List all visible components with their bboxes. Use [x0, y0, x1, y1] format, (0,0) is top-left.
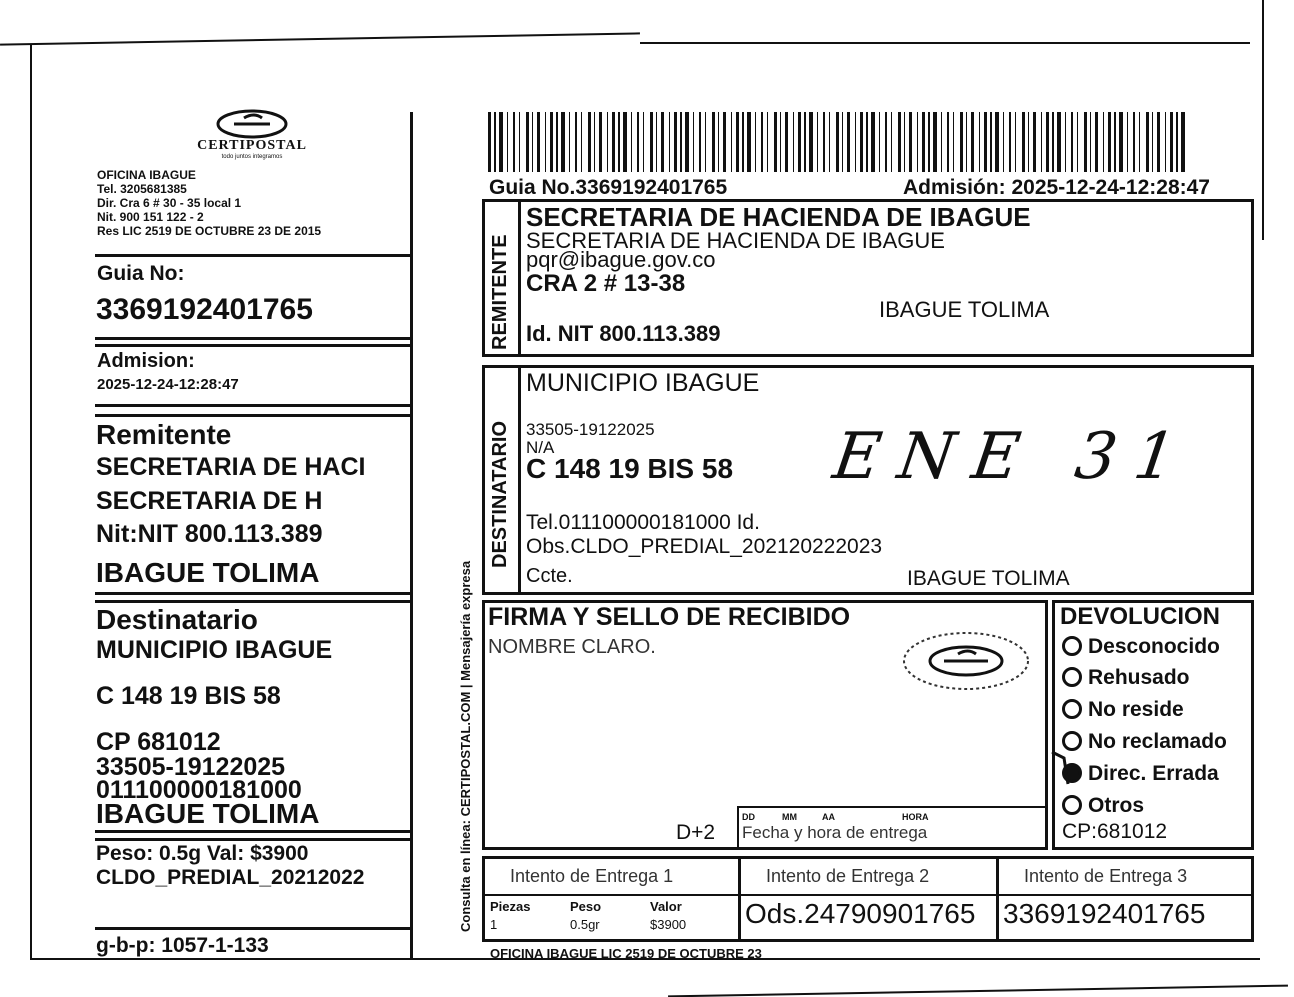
stub-rule-9	[95, 838, 413, 841]
remitente-email: pqr@ibague.gov.co	[526, 247, 716, 272]
barcode-bar	[1139, 112, 1140, 172]
barcode-bar	[922, 112, 925, 172]
devolucion-title: DEVOLUCION	[1060, 603, 1221, 630]
destinatario-ccte: Ccte.	[526, 565, 573, 587]
barcode-bar	[960, 112, 963, 172]
office-nit: Nit. 900 151 122 - 2	[97, 210, 204, 224]
stub-peso-val: Peso: 0.5g Val: $3900	[96, 842, 309, 865]
barcode-bar	[499, 112, 503, 172]
remitente-address: CRA 2 # 13-38	[526, 270, 686, 297]
stub-destinatario-tel: 011100000181000	[96, 776, 302, 804]
stub-rule-2	[95, 337, 413, 340]
devolucion-option-desconocido[interactable]: Desconocido	[1062, 635, 1220, 659]
stub-rule-1	[95, 254, 413, 257]
barcode-bar	[767, 112, 768, 172]
barcode-bar	[723, 112, 726, 172]
radio-icon	[1062, 699, 1082, 719]
barcode-bar	[556, 112, 558, 172]
office-name: OFICINA IBAGUE	[97, 168, 196, 182]
barcode-bar	[1095, 112, 1098, 172]
barcode-bar	[1090, 112, 1091, 172]
barcode-bar	[798, 112, 801, 172]
stub-admision-label: Admision:	[97, 350, 195, 372]
barcode-bar	[623, 112, 627, 172]
peso-label: Peso	[570, 899, 602, 914]
office-res: Res LIC 2519 DE OCTUBRE 23 DE 2015	[97, 224, 322, 238]
stub-remitente-nit: Nit:NIT 800.113.389	[96, 520, 323, 548]
barcode-bar	[488, 112, 491, 172]
barcode-bar	[1181, 112, 1185, 172]
stub-rule-3	[95, 344, 413, 347]
office-tel: Tel. 3205681385	[97, 182, 187, 196]
barcode-bar	[1022, 112, 1025, 172]
barcode-bars	[488, 112, 1188, 172]
page-edge-bottom	[30, 958, 1260, 960]
stub-admision-value: 2025-12-24-12:28:47	[97, 376, 239, 393]
barcode-bar	[494, 112, 496, 172]
stub-remitente-city: IBAGUE TOLIMA	[96, 557, 320, 588]
intentos-divider-v1	[738, 856, 741, 942]
barcode-bar	[829, 112, 830, 172]
devolucion-cp: CP:681012	[1062, 820, 1168, 843]
barcode-bar	[637, 112, 639, 172]
destinatario-obs: Obs.CLDO_PREDIAL_202120222023	[526, 535, 883, 558]
barcode-bar	[891, 112, 892, 172]
fecha-head-hora: HORA	[902, 812, 929, 822]
page-edge-right	[1262, 0, 1264, 240]
barcode-bar	[526, 112, 529, 172]
stub-destinatario-cp: CP 681012	[96, 728, 221, 756]
peso-value: 0.5gr	[570, 917, 600, 932]
barcode-bar	[941, 112, 942, 172]
barcode-bar	[680, 112, 682, 172]
barcode-bar	[656, 112, 657, 172]
stub-destinatario-ref: 33505-19122025	[96, 753, 286, 781]
label-admision-line: Admisión: 2025-12-24-12:28:47	[903, 176, 1210, 199]
remitente-name1: SECRETARIA DE HACIENDA DE IBAGUE	[526, 202, 1031, 232]
intento-2: Intento de Entrega 2	[766, 866, 930, 886]
barcode-bar	[1170, 112, 1173, 172]
office-dir: Dir. Cra 6 # 30 - 35 local 1	[97, 196, 242, 210]
stamp-logo-icon	[900, 630, 1032, 692]
barcode-bar	[685, 112, 689, 172]
barcode-bar	[507, 112, 508, 172]
devolucion-option-otros[interactable]: Otros	[1062, 794, 1144, 818]
barcode	[488, 112, 1188, 172]
barcode-bar	[984, 112, 987, 172]
intento-3: Intento de Entrega 3	[1024, 866, 1188, 886]
side-vertical-text: Consulta en línea: CERTIPOSTAL.COM | Mensajería expresa	[458, 560, 473, 932]
barcode-bar	[761, 112, 763, 172]
barcode-bar	[933, 112, 937, 172]
barcode-bar	[1041, 112, 1042, 172]
barcode-bar	[1157, 112, 1160, 172]
destinatario-ref: 33505-19122025	[526, 420, 655, 439]
check-mark-icon	[1048, 748, 1078, 788]
barcode-bar	[1033, 112, 1036, 172]
barcode-bar	[674, 112, 677, 172]
barcode-bar	[1084, 112, 1087, 172]
barcode-bar	[742, 112, 744, 172]
barcode-bar	[1127, 112, 1128, 172]
barcode-bar	[1146, 112, 1149, 172]
stub-rule-6	[95, 592, 413, 595]
stub-destinatario-title: Destinatario	[96, 604, 258, 635]
destinatario-address: C 148 19 BIS 58	[526, 453, 734, 484]
barcode-bar	[693, 112, 694, 172]
page-edge-left	[30, 44, 32, 959]
barcode-bar	[612, 112, 615, 172]
intentos-divider-v2	[996, 856, 999, 942]
barcode-bar	[885, 112, 887, 172]
barcode-bar	[661, 112, 664, 172]
radio-icon	[1062, 667, 1082, 687]
barcode-bar	[1071, 112, 1073, 172]
barcode-bar	[1103, 112, 1104, 172]
barcode-bar	[804, 112, 806, 172]
fecha-label: Fecha y hora de entrega	[742, 823, 928, 842]
devolucion-option-no-reside[interactable]: No reside	[1062, 698, 1184, 722]
logo-tagline: todo juntos integramos	[221, 154, 283, 160]
stub-remitente-line1: SECRETARIA DE HACI	[96, 453, 366, 481]
devolucion-option-no-reclamado[interactable]: No reclamado	[1062, 730, 1227, 754]
piezas-label: Piezas	[490, 899, 531, 914]
barcode-bar	[785, 112, 788, 172]
barcode-bar	[550, 112, 553, 172]
ods-number: Ods.24790901765	[745, 898, 976, 929]
barcode-bar	[866, 112, 868, 172]
barcode-bar	[904, 112, 905, 172]
barcode-bar	[650, 112, 653, 172]
barcode-bar	[1165, 112, 1166, 172]
stub-rule-8	[95, 830, 413, 833]
destinatario-city: IBAGUE TOLIMA	[907, 567, 1070, 590]
stub-destinatario-city: IBAGUE TOLIMA	[96, 798, 320, 829]
barcode-bar	[917, 112, 918, 172]
fecha-head-mm: MM	[782, 812, 797, 822]
barcode-bar	[718, 112, 719, 172]
devolucion-option-rehusado[interactable]: Rehusado	[1062, 666, 1190, 690]
firma-title: FIRMA Y SELLO DE RECIBIDO	[488, 603, 851, 631]
barcode-bar	[855, 112, 856, 172]
barcode-bar	[780, 112, 781, 172]
barcode-bar	[1052, 112, 1054, 172]
radio-icon	[1062, 636, 1082, 656]
handwritten-note: ENE 31	[828, 420, 1199, 494]
barcode-bar	[594, 112, 595, 172]
barcode-bar	[705, 112, 706, 172]
barcode-bar	[569, 112, 570, 172]
barcode-bar	[1057, 112, 1061, 172]
barcode-bar	[537, 112, 540, 172]
remitente-city: IBAGUE TOLIMA	[879, 297, 1050, 322]
barcode-bar	[809, 112, 813, 172]
stub-rule-5	[95, 414, 413, 417]
barcode-bar	[618, 112, 620, 172]
barcode-bar	[823, 112, 825, 172]
destinatario-tel: Tel.011100000181000 Id.	[526, 511, 760, 534]
guia-bottom: 3369192401765	[1003, 898, 1206, 929]
barcode-bar	[836, 112, 839, 172]
barcode-bar	[1114, 112, 1116, 172]
barcode-bar	[817, 112, 818, 172]
remitente-vertical-label: REMITENTE	[489, 234, 511, 350]
barcode-bar	[731, 112, 732, 172]
barcode-bar	[774, 112, 777, 172]
stub-rule-10	[95, 927, 413, 930]
barcode-bar	[643, 112, 644, 172]
barcode-bar	[928, 112, 930, 172]
barcode-bar	[1028, 112, 1029, 172]
barcode-bar	[545, 112, 546, 172]
stub-footer-code: g-b-p: 1057-1-133	[96, 934, 269, 957]
stub-rule-7	[95, 600, 413, 603]
barcode-bar	[755, 112, 756, 172]
barcode-bar	[1119, 112, 1123, 172]
barcode-bar	[990, 112, 992, 172]
scan-edge-bottom	[668, 985, 1288, 997]
label-guia-line: Guia No.3369192401765	[489, 176, 728, 199]
fecha-head-dd: DD	[742, 812, 755, 822]
barcode-bar	[513, 112, 515, 172]
logo-name: CERTIPOSTAL	[197, 138, 307, 153]
stub-remitente-title: Remitente	[96, 419, 232, 450]
barcode-bar	[995, 112, 999, 172]
remitente-id: Id. NIT 800.113.389	[526, 321, 721, 346]
devolucion-option-direc-errada[interactable]: Direc. Errada	[1062, 762, 1219, 786]
barcode-bar	[966, 112, 967, 172]
barcode-bar	[1152, 112, 1153, 172]
d-plus-2: D+2	[676, 821, 716, 844]
barcode-bar	[860, 112, 863, 172]
barcode-bar	[871, 112, 875, 172]
nombre-claro: NOMBRE CLARO.	[488, 636, 656, 658]
destinatario-box-divider	[518, 365, 521, 595]
barcode-bar	[793, 112, 794, 172]
barcode-bar	[1015, 112, 1016, 172]
barcode-bar	[971, 112, 974, 172]
intentos-divider-h	[482, 894, 1254, 896]
barcode-bar	[631, 112, 632, 172]
label-footer: OFICINA IBAGUE LIC 2519 DE OCTUBRE 23	[490, 946, 762, 958]
barcode-bar	[909, 112, 912, 172]
barcode-bar	[1133, 112, 1135, 172]
barcode-bar	[1176, 112, 1178, 172]
barcode-bar	[898, 112, 901, 172]
barcode-bar	[532, 112, 533, 172]
barcode-bar	[669, 112, 670, 172]
barcode-bar	[1108, 112, 1111, 172]
barcode-bar	[1077, 112, 1078, 172]
recibido-stamp	[900, 630, 1032, 692]
barcode-bar	[842, 112, 843, 172]
barcode-bar	[1046, 112, 1049, 172]
valor-value: $3900	[650, 917, 687, 932]
radio-icon	[1062, 795, 1082, 815]
stub-obs: CLDO_PREDIAL_20212022	[96, 866, 365, 889]
barcode-bar	[953, 112, 954, 172]
barcode-bar	[699, 112, 701, 172]
barcode-bar	[947, 112, 949, 172]
destinatario-name: MUNICIPIO IBAGUE	[526, 369, 760, 397]
barcode-bar	[736, 112, 739, 172]
intento-1: Intento de Entrega 1	[510, 866, 674, 886]
stub-destinatario-address: C 148 19 BIS 58	[96, 682, 281, 710]
barcode-bar	[599, 112, 602, 172]
remitente-box-divider	[518, 199, 521, 357]
barcode-bar	[581, 112, 582, 172]
barcode-bar	[712, 112, 715, 172]
stub-guia-number: 3369192401765	[96, 293, 313, 326]
company-logo	[172, 108, 332, 160]
piezas-value: 1	[490, 917, 498, 932]
barcode-bar	[1065, 112, 1066, 172]
barcode-bar	[847, 112, 850, 172]
barcode-bar	[561, 112, 565, 172]
barcode-bar	[1009, 112, 1011, 172]
stub-destinatario-name: MUNICIPIO IBAGUE	[96, 636, 333, 664]
barcode-bar	[979, 112, 980, 172]
barcode-bar	[879, 112, 880, 172]
remitente-name2: SECRETARIA DE HACIENDA DE IBAGUE	[526, 228, 945, 253]
barcode-bar	[575, 112, 577, 172]
barcode-bar	[588, 112, 591, 172]
fecha-head-aa: AA	[822, 812, 835, 822]
stub-remitente-line2: SECRETARIA DE H	[96, 487, 323, 515]
destinatario-na: N/A	[526, 438, 555, 457]
barcode-bar	[607, 112, 608, 172]
stub-guia-label: Guia No:	[97, 262, 185, 285]
barcode-bar	[519, 112, 520, 172]
page-edge-top-right	[640, 42, 1250, 44]
office-info	[97, 168, 321, 238]
valor-label: Valor	[650, 899, 682, 914]
stub-rule-4	[95, 404, 413, 407]
barcode-bar	[747, 112, 751, 172]
page-edge-top	[0, 32, 640, 45]
barcode-bar	[1003, 112, 1004, 172]
destinatario-vertical-label: DESTINATARIO	[489, 420, 511, 568]
